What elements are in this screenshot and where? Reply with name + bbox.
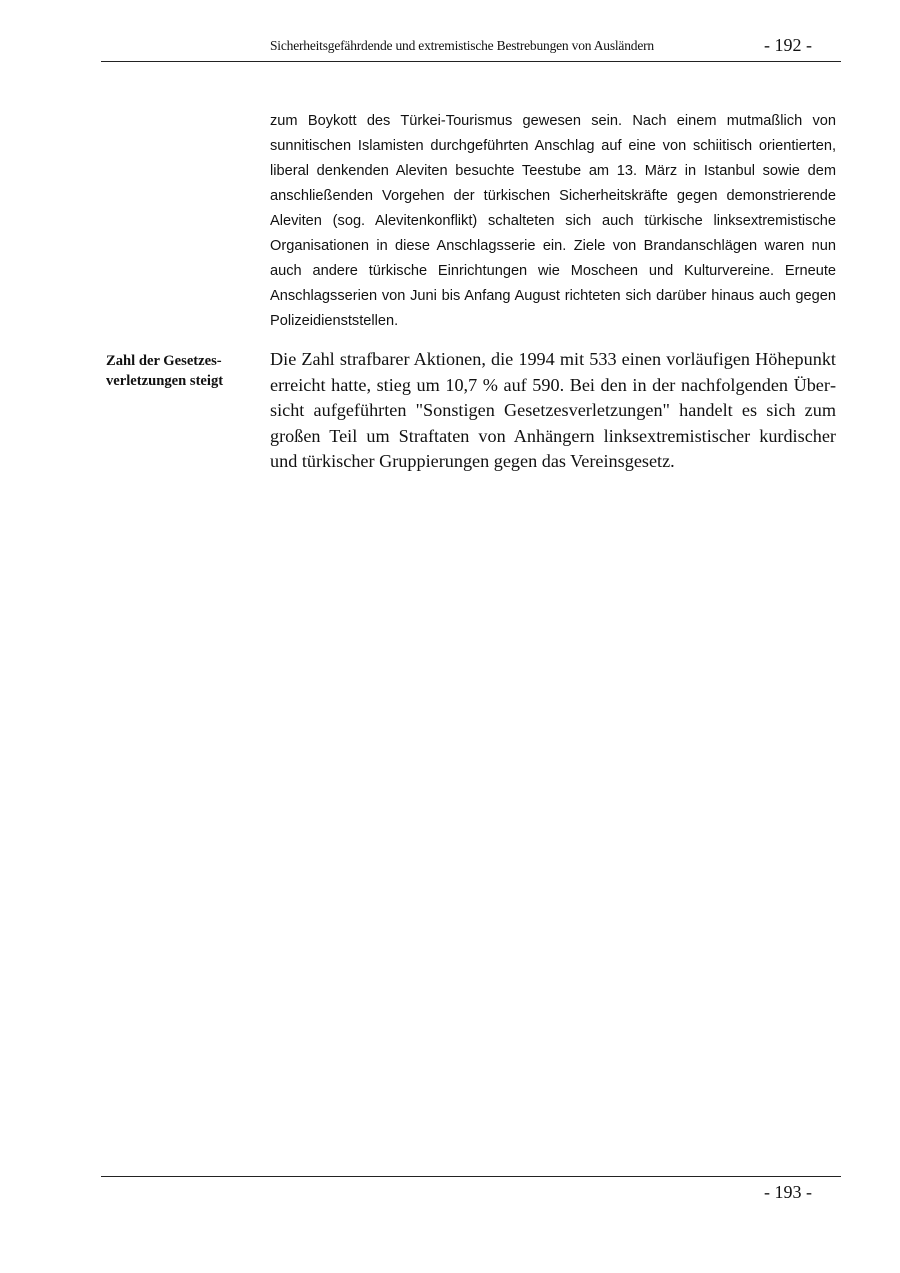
page-number-top: - 192 - (764, 35, 812, 55)
body-paragraph-boykott: zum Boykott des Türkei-Tourismus gewesen sein. Nach einem mutmaßlich von sunnitischen Islamisten durchgeführten Anschlag auf eine von schiitisch orientierten, liberal denkenden Aleviten besuchte Teestube am 13. März in Istanbul sowie dem anschließenden Vorgehen der türkischen Sicherheitskräfte gegen demonstrierende Aleviten (sog. Alevitenkonflikt) schalteten sich auch türkische linksextremistische Organisationen in diese Anschlagsserie ein. Ziele von Brandanschlägen waren nun auch andere türkische Einrichtungen wie Moscheen und Kulturvereine. Erneute Anschlagsserien von Juni bis Anfang August richteten sich darüber hinaus auch gegen Polizeidienststellen. (270, 113, 836, 329)
margin-note-line-2: verletzungen steigt (106, 373, 224, 389)
margin-note-line-1: Zahl der Gesetzes- (106, 353, 222, 369)
footer-divider (101, 1176, 841, 1177)
page-number-bottom: - 193 - (764, 1182, 812, 1202)
margin-note (106, 351, 256, 391)
body-paragraph-statistics: Die Zahl strafbarer Aktionen, die 1994 mit 533 einen vorläufigen Höhepunkt erreicht hatte, stieg um 10,7 % auf 590. Bei den in der nachfolgenden Übersicht aufgeführten "Sonstigen Gesetzesverletzungen" handelt es sich zum großen Teil um Straftaten von Anhängern linksextremistischer kurdischer und türkischer Gruppierungen gegen das Vereinsgesetz. (270, 349, 836, 471)
running-header-title: Sicherheitsgefährdende und extremistische Bestrebungen von Ausländern (270, 38, 654, 53)
header-divider (101, 61, 841, 62)
